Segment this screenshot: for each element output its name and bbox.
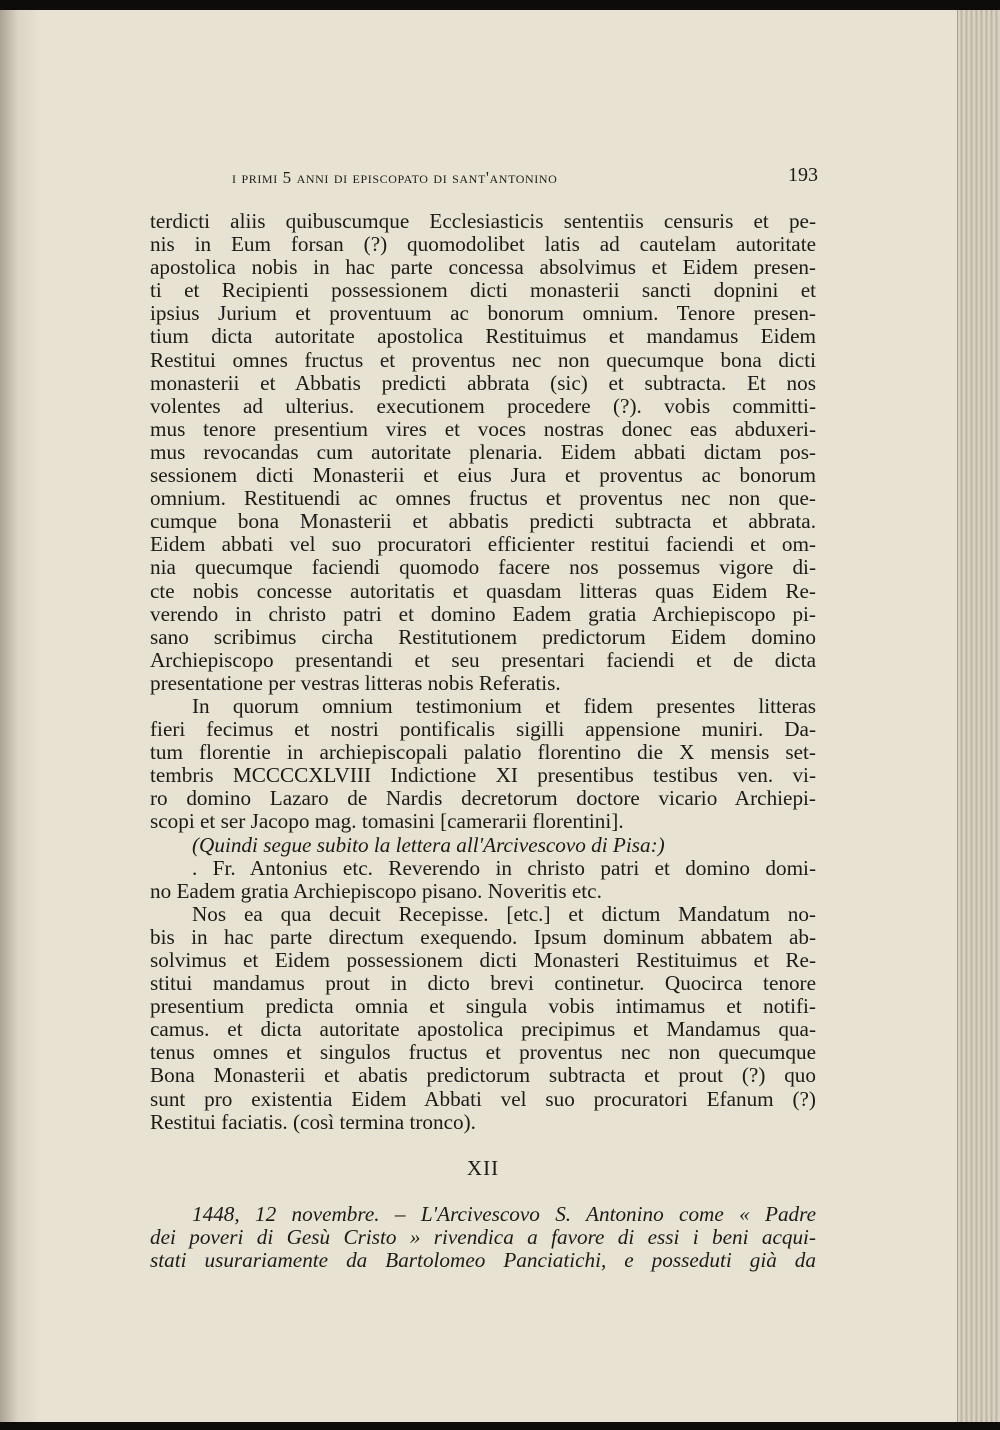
text-line: no Eadem gratia Archiepiscopo pisano. Noveritis etc.: [150, 878, 602, 903]
text-line: tium dicta autoritate apostolica Restituimus et mandamus Eidem: [150, 324, 816, 349]
text-line: Restitui faciatis. (così termina tronco).: [150, 1109, 476, 1134]
book-page: [0, 10, 958, 1422]
text-line: tembris MCCCCXLVIII Indictione XI presentibus testibus ven. vi-: [150, 763, 816, 788]
text-line: Nos ea qua decuit Recepisse. [etc.] et dictum Mandatum no-: [192, 901, 816, 926]
main-text: [150, 210, 816, 1272]
text-line: verendo in christo patri et domino Eadem gratia Archiepiscopo pi-: [150, 601, 816, 626]
text-line: Restitui omnes fructus et proventus nec non quecumque bona dicti: [150, 347, 816, 372]
text-line: nia quecumque faciendi quomodo facere nos possemus vigore di-: [150, 555, 816, 580]
section-heading: XII: [466, 1155, 500, 1180]
text-line: camus. et dicta autoritate apostolica precipimus et Mandamus qua-: [150, 1017, 816, 1042]
text-line: mus tenore presentium vires et voces nostras donec eas abduxeri-: [150, 416, 816, 441]
document-description-line: stati usurariamente da Bartolomeo Panciatichi, e posseduti già da: [150, 1248, 816, 1273]
text-line: omnium. Restituendi ac omnes fructus et proventus nec non que-: [150, 486, 816, 511]
text-line: solvimus et Eidem possessionem dicti Monasteri Restituimus et Re-: [150, 948, 816, 972]
text-line: tum florentie in archiepiscopali palatio florentino die X mensis set-: [150, 740, 816, 765]
text-line: ti et Recipienti possessionem dicti monasterii sancti dopnini et: [150, 278, 816, 303]
text-line: nis in Eum forsan (?) quomodolibet latis ad cautelam autoritate: [150, 232, 816, 257]
text-line: volentes ad ulterius. executionem procedere (?). vobis committi-: [150, 393, 816, 418]
text-line: ro domino Lazaro de Nardis decretorum doctore vicario Archiepi-: [150, 786, 816, 811]
text-line: Bona Monasterii et abatis predictorum subtracta et prout (?) quo: [150, 1063, 816, 1088]
text-line: cte nobis concesse autoritatis et quasdam litteras quas Eidem Re-: [150, 578, 816, 603]
text-line: apostolica nobis in hac parte concessa absolvimus et Eidem presen-: [150, 255, 816, 280]
text-line: Eidem abbati vel suo procuratori efficienter restitui faciendi et om-: [150, 532, 816, 557]
text-line: sano scribimus circha Restitutionem predictorum Eidem domino: [150, 624, 816, 649]
running-head: [232, 164, 818, 188]
page-edges: [957, 10, 1000, 1422]
document-description-line: dei poveri di Gesù Cristo » rivendica a favore di essi i beni acqui-: [150, 1224, 816, 1249]
text-line: stitui mandamus prout in dicto brevi continetur. Quocirca tenore: [150, 971, 816, 996]
text-line: bis in hac parte directum exequendo. Ipsum dominum abbatem ab-: [150, 924, 816, 949]
running-head-title: i primi 5 anni di episcopato di sant'antonino: [232, 168, 558, 187]
text-line: terdicti aliis quibuscumque Ecclesiasticis sententiis censuris et pe-: [150, 209, 816, 233]
text-line: ipsius Jurium et proventuum ac bonorum omnium. Tenore presen-: [150, 301, 816, 326]
text-line: presentatione per vestras litteras nobis Referatis.: [150, 670, 561, 695]
page-number: 193: [788, 164, 818, 186]
document-description-line: 1448, 12 novembre. – L'Arcivescovo S. Antonino come « Padre: [192, 1201, 816, 1226]
text-line: . Fr. Antonius etc. Reverendo in christo patri et domino domi-: [192, 855, 816, 880]
text-line: sessionem dicti Monasterii et eius Jura et proventus ac bonorum: [150, 463, 816, 488]
editorial-note: (Quindi segue subito la lettera all'Arcivescovo di Pisa:): [192, 832, 665, 857]
text-line: scopi et ser Jacopo mag. tomasini [camerarii florentini].: [150, 809, 624, 834]
text-line: Archiepiscopo presentandi et seu presentari faciendi et de dicta: [150, 647, 816, 672]
text-line: monasterii et Abbatis predicti abbrata (sic) et subtracta. Et nos: [150, 370, 816, 395]
text-line: presentium predicta omnia et singula vobis intimamus et notifi-: [150, 994, 816, 1019]
text-line: tenus omnes et singulos fructus et proventus nec non quecumque: [150, 1040, 816, 1065]
text-line: sunt pro existentia Eidem Abbati vel suo procuratori Efanum (?): [150, 1086, 816, 1111]
gutter-shadow: [0, 10, 40, 1422]
text-line: fieri fecimus et nostri pontificalis sigilli appensione muniri. Da-: [150, 717, 816, 742]
text-line: In quorum omnium testimonium et fidem presentes litteras: [192, 693, 816, 718]
text-line: mus revocandas cum autoritate plenaria. Eidem abbati dictam pos-: [150, 439, 816, 464]
text-line: cumque bona Monasterii et abbatis predicti subtracta et abbrata.: [150, 509, 816, 534]
